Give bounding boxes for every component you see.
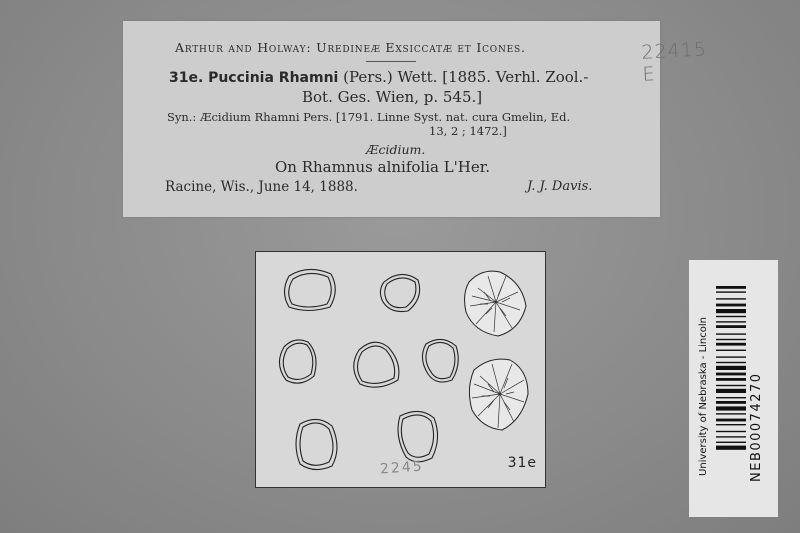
barcode-bar <box>716 366 746 370</box>
spore-drawing <box>296 419 337 469</box>
spore-surface-drawing <box>465 271 526 336</box>
barcode-bar <box>716 406 746 410</box>
label-header: Arthur and Holway: Uredineæ Exsiccatæ et Icones. <box>175 40 526 55</box>
barcode-bar <box>716 446 746 450</box>
locality-line: Racine, Wis., June 14, 1888. <box>165 179 358 195</box>
spore-drawings <box>256 252 547 489</box>
barcode-bar <box>716 316 746 317</box>
barcode-bar <box>716 419 746 422</box>
pencil-annotation: 2245 <box>379 458 425 478</box>
stage-name: Æcidium. <box>366 142 426 157</box>
barcode-bar <box>716 431 746 432</box>
figure-number: 31e <box>507 455 537 471</box>
barcode-bar <box>716 436 746 437</box>
collector-line: J. J. Davis. <box>527 179 593 194</box>
barcode-bar <box>716 309 746 313</box>
spore-drawing <box>380 274 419 311</box>
barcode-bar <box>716 442 746 443</box>
species-citation: [1885. Verhl. Zool.- <box>442 68 589 86</box>
barcode-bar <box>716 385 746 386</box>
barcode-bar <box>716 321 746 322</box>
barcode-bar <box>716 304 746 307</box>
barcode-bar <box>716 389 746 393</box>
illustration-plate <box>255 251 546 488</box>
species-authority: (Pers.) Wett. <box>343 68 438 86</box>
spore-surface-drawing <box>469 359 528 430</box>
synonym-line-2: 13, 2 ; 1472.] <box>429 124 507 138</box>
spore-drawing <box>354 342 399 387</box>
species-line <box>169 68 588 86</box>
spore-drawing <box>279 340 316 383</box>
spore-drawing <box>398 411 438 461</box>
barcode-label <box>689 260 778 517</box>
barcode-number: NEB00074270 <box>749 372 764 482</box>
host-line: On Rhamnus alnifolia L'Her. <box>275 158 491 176</box>
spore-drawing <box>285 269 336 310</box>
barcode-bar <box>716 343 746 346</box>
barcode-bars <box>716 286 746 496</box>
barcode-bar <box>716 401 746 404</box>
header-rule <box>366 61 416 62</box>
species-name: Puccinia Rhamni <box>208 70 339 86</box>
barcode-bar <box>716 339 746 340</box>
barcode-bar <box>716 333 746 334</box>
barcode-bar <box>716 286 746 289</box>
barcode-bar <box>716 362 746 363</box>
barcode-bar <box>716 413 746 414</box>
spore-drawing <box>422 339 458 382</box>
barcode-bar <box>716 424 746 425</box>
barcode-bar <box>716 378 746 381</box>
barcode-bar <box>716 298 746 299</box>
institution-name: University of Nebraska - Lincoln <box>698 317 709 476</box>
barcode-bar <box>716 325 746 328</box>
synonym-line: Syn.: Æcidium Rhamni Pers. [1791. Linne Syst. nat. cura Gmelin, Ed. <box>167 110 571 124</box>
species-number: 31e. <box>169 70 204 86</box>
species-citation-cont: Bot. Ges. Wien, p. 545.] <box>302 88 483 106</box>
handwritten-accession-number: 22415 E <box>640 38 708 86</box>
barcode-bar <box>716 356 746 357</box>
barcode-bar <box>716 397 746 398</box>
barcode-bar <box>716 350 746 351</box>
barcode-bar <box>716 373 746 376</box>
barcode-bar <box>716 291 746 292</box>
specimen-label <box>123 21 708 217</box>
